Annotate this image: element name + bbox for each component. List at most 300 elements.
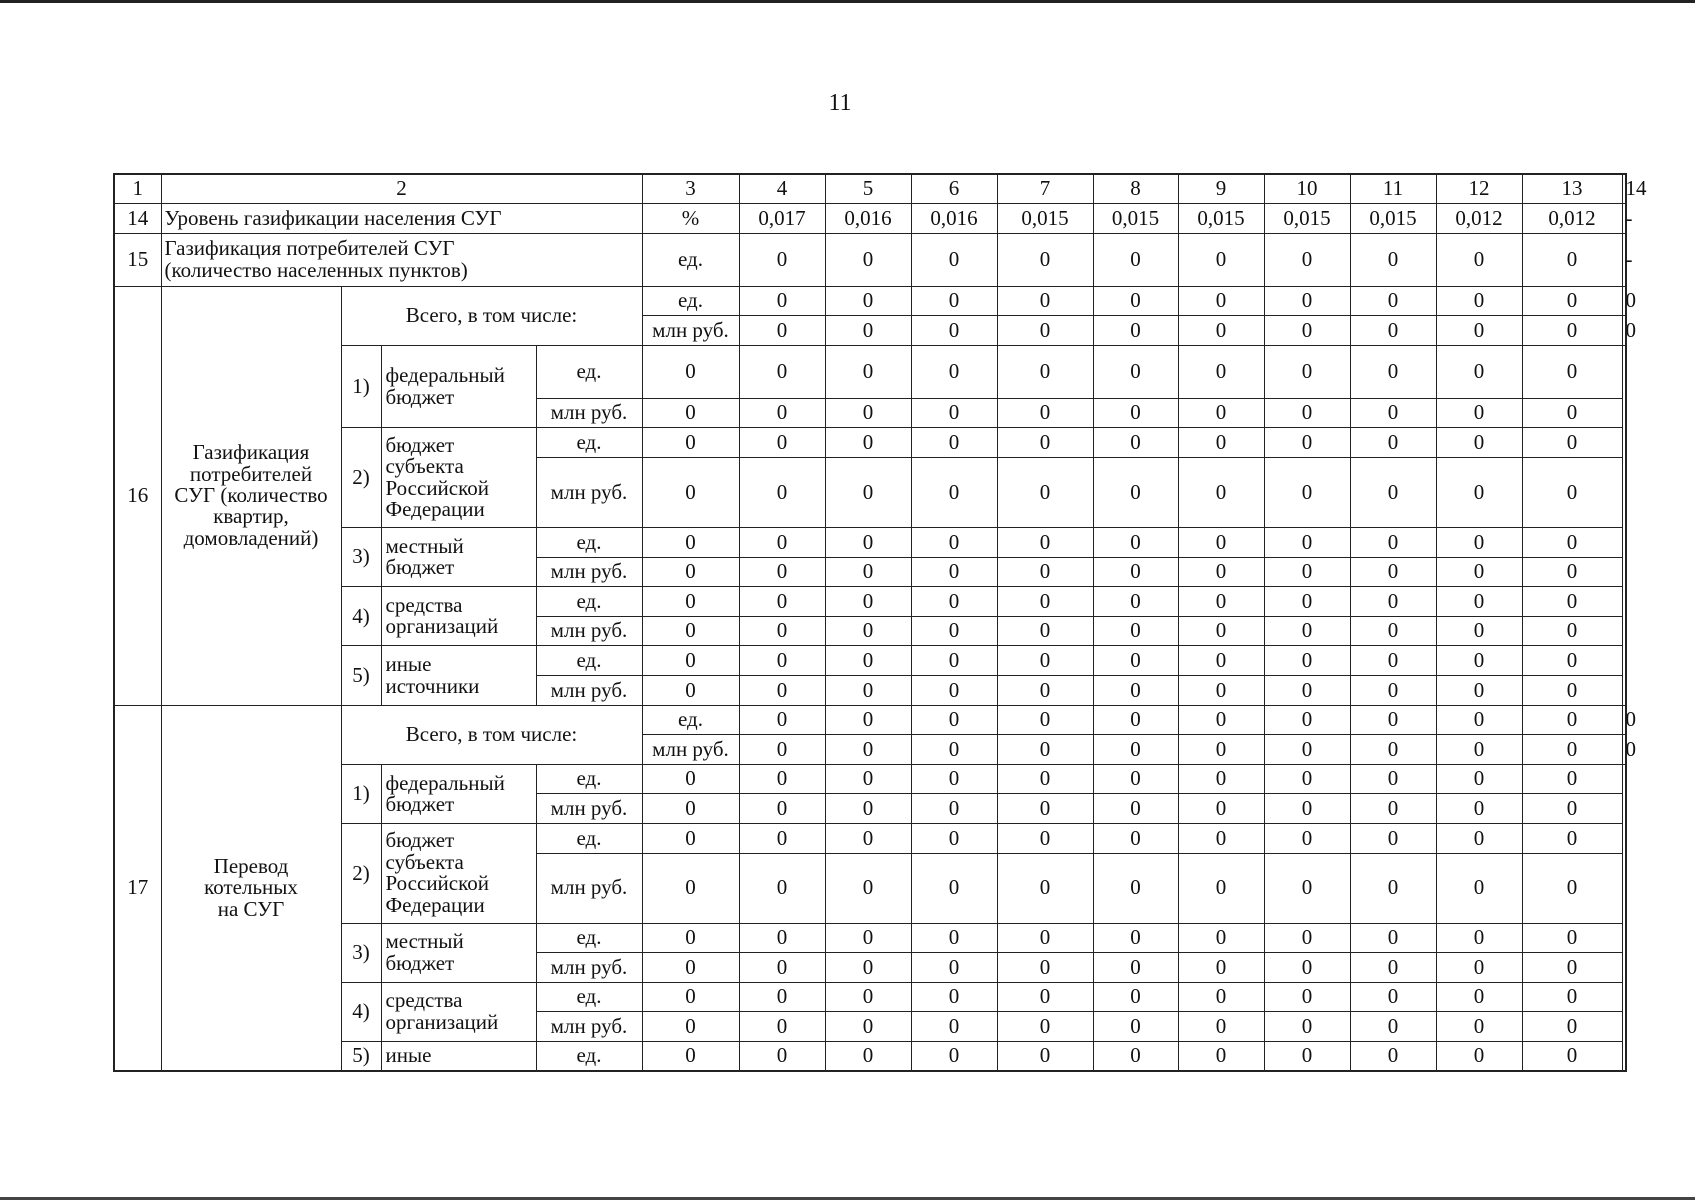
value-cell: 0 <box>642 794 739 824</box>
table-row <box>114 587 1626 617</box>
value-cell: 0 <box>825 398 911 428</box>
unit-cell: ед. <box>536 764 642 794</box>
text-line: местный <box>385 929 464 954</box>
value-cell: 0 <box>1350 458 1436 528</box>
value-cell: 0 <box>1522 794 1622 824</box>
value-cell: 0 <box>1264 286 1350 316</box>
text-line: бюджет <box>385 828 455 853</box>
value-cell: 0 <box>1522 735 1622 765</box>
source-name: иные <box>381 1041 536 1071</box>
value-cell: 0 <box>1350 398 1436 428</box>
value-cell: 0 <box>1264 923 1350 953</box>
value-cell: 0 <box>997 233 1093 286</box>
value-cell: 0 <box>642 923 739 953</box>
value-cell: 0 <box>1350 794 1436 824</box>
value-cell: 0 <box>997 853 1093 923</box>
value-cell: 0 <box>1522 953 1622 983</box>
value-cell: 0 <box>911 824 997 854</box>
value-cell: 0 <box>1350 233 1436 286</box>
text-line: Российской <box>385 871 489 896</box>
header-cell: 12 <box>1436 174 1522 204</box>
unit-cell: ед. <box>536 982 642 1012</box>
header-cell: 13 <box>1522 174 1622 204</box>
value-cell: 0 <box>1436 458 1522 528</box>
value-cell: 0 <box>1436 676 1522 706</box>
value-cell: 0,016 <box>825 204 911 234</box>
value-cell: 0 <box>1093 616 1178 646</box>
value-cell: 0 <box>642 1012 739 1042</box>
value-cell: 0 <box>1350 587 1436 617</box>
unit-cell: млн руб. <box>536 557 642 587</box>
source-number: 5) <box>341 646 381 705</box>
value-cell: 0 <box>997 923 1093 953</box>
value-cell: 0 <box>911 345 997 398</box>
value-cell: 0 <box>1522 557 1622 587</box>
value-cell: 0 <box>642 458 739 528</box>
source-number: 2) <box>341 824 381 924</box>
value-cell: 0 <box>1264 428 1350 458</box>
row-name: Уровень газификации населения СУГ <box>161 204 642 234</box>
value-cell: 0 <box>1178 458 1264 528</box>
value-cell: 0 <box>1264 557 1350 587</box>
value-cell: 0 <box>642 853 739 923</box>
unit-cell: ед. <box>536 587 642 617</box>
value-cell: 0 <box>642 764 739 794</box>
value-cell: 0 <box>642 557 739 587</box>
value-cell: 0 <box>1264 1012 1350 1042</box>
table-row <box>114 233 1626 286</box>
value-cell: 0 <box>825 735 911 765</box>
value-cell: 0 <box>1178 824 1264 854</box>
value-cell: 0 <box>1622 705 1626 735</box>
value-cell: 0 <box>1350 345 1436 398</box>
value-cell: 0 <box>739 853 825 923</box>
value-cell: 0 <box>739 1041 825 1071</box>
value-cell: 0 <box>1178 853 1264 923</box>
value-cell: 0 <box>1522 705 1622 735</box>
value-cell: 0 <box>1622 286 1626 316</box>
total-label: Всего, в том числе: <box>341 286 642 345</box>
value-cell: 0 <box>1350 1041 1436 1071</box>
value-cell: 0 <box>1264 824 1350 854</box>
text-line: федеральный <box>385 770 505 795</box>
value-cell: 0 <box>825 923 911 953</box>
value-cell: 0 <box>1522 824 1622 854</box>
header-cell: 14 <box>1622 174 1626 204</box>
value-cell: 0,016 <box>911 204 997 234</box>
text-line: Газификация потребителей СУГ <box>164 236 455 261</box>
table-row <box>114 982 1626 1012</box>
value-cell: 0 <box>739 587 825 617</box>
value-cell: 0 <box>997 646 1093 676</box>
value-cell: 0 <box>739 316 825 346</box>
value-cell: 0 <box>1264 735 1350 765</box>
value-cell: 0 <box>1264 953 1350 983</box>
text-line: потребителей <box>189 461 313 486</box>
text-line: бюджет <box>385 950 455 975</box>
value-cell: 0 <box>1178 428 1264 458</box>
text-line: средства <box>385 988 463 1013</box>
value-cell: 0 <box>1522 982 1622 1012</box>
value-cell: 0 <box>1522 286 1622 316</box>
row-name <box>161 233 642 286</box>
value-cell: 0 <box>642 982 739 1012</box>
data-table <box>113 173 1647 1072</box>
value-cell: 0 <box>825 1012 911 1042</box>
source-name <box>381 428 536 528</box>
text-line: субъекта <box>385 454 464 479</box>
value-cell: 0 <box>1264 233 1350 286</box>
text-line: Газификация <box>192 440 310 465</box>
value-cell: 0,015 <box>1093 204 1178 234</box>
text-line: организаций <box>385 614 499 639</box>
value-cell: 0 <box>642 646 739 676</box>
value-cell: 0 <box>1350 428 1436 458</box>
value-cell: 0 <box>1436 824 1522 854</box>
value-cell: 0 <box>1264 705 1350 735</box>
value-cell: 0 <box>1522 764 1622 794</box>
value-cell: 0 <box>1178 233 1264 286</box>
page-number: 11 <box>828 90 852 116</box>
value-cell: 0 <box>997 705 1093 735</box>
source-number: 4) <box>341 587 381 646</box>
value-cell: 0 <box>1436 853 1522 923</box>
value-cell: 0 <box>825 676 911 706</box>
value-cell: 0 <box>1264 1041 1350 1071</box>
value-cell: 0 <box>997 316 1093 346</box>
value-cell: 0,015 <box>997 204 1093 234</box>
value-cell: 0 <box>825 705 911 735</box>
header-cell: 9 <box>1178 174 1264 204</box>
table-row <box>114 646 1626 676</box>
value-cell: 0 <box>1264 794 1350 824</box>
value-cell: 0 <box>825 316 911 346</box>
value-cell: 0 <box>1264 345 1350 398</box>
value-cell: 0 <box>1264 982 1350 1012</box>
value-cell: 0 <box>825 824 911 854</box>
value-cell: 0 <box>1093 557 1178 587</box>
value-cell: 0 <box>739 233 825 286</box>
value-cell: 0 <box>739 616 825 646</box>
value-cell: 0 <box>825 646 911 676</box>
value-cell: 0 <box>1522 587 1622 617</box>
value-cell: 0 <box>1093 1012 1178 1042</box>
value-cell: 0 <box>825 794 911 824</box>
value-cell: 0 <box>642 398 739 428</box>
table-row <box>114 1041 1626 1071</box>
value-cell: 0 <box>739 286 825 316</box>
value-cell: 0 <box>997 286 1093 316</box>
value-cell: 0 <box>825 345 911 398</box>
value-cell: 0 <box>1436 428 1522 458</box>
value-cell: 0 <box>997 557 1093 587</box>
source-name <box>381 764 536 823</box>
value-cell: 0 <box>1264 458 1350 528</box>
value-cell: 0 <box>1093 428 1178 458</box>
text-line: бюджет <box>385 432 455 457</box>
value-cell: 0 <box>997 428 1093 458</box>
value-cell: - <box>1622 233 1626 286</box>
value-cell: 0 <box>1350 735 1436 765</box>
unit-cell: млн руб. <box>536 794 642 824</box>
value-cell: 0 <box>997 345 1093 398</box>
value-cell: 0 <box>911 982 997 1012</box>
value-cell: 0 <box>739 398 825 428</box>
text-line: бюджет <box>385 555 455 580</box>
value-cell: 0 <box>1436 233 1522 286</box>
text-line: местный <box>385 533 464 558</box>
value-cell: 0 <box>825 528 911 558</box>
value-cell: 0 <box>1436 646 1522 676</box>
value-cell: 0 <box>1350 705 1436 735</box>
value-cell: 0 <box>1522 646 1622 676</box>
value-cell: 0 <box>1350 316 1436 346</box>
value-cell: 0,015 <box>1178 204 1264 234</box>
value-cell: 0 <box>1436 953 1522 983</box>
value-cell: 0 <box>642 953 739 983</box>
value-cell: 0 <box>997 953 1093 983</box>
value-cell: 0 <box>1522 428 1622 458</box>
value-cell: 0 <box>911 616 997 646</box>
value-cell: 0 <box>825 982 911 1012</box>
text-line: квартир, <box>213 504 289 529</box>
row-number: 14 <box>114 204 161 234</box>
source-name <box>381 587 536 646</box>
value-cell: 0,012 <box>1436 204 1522 234</box>
value-cell: 0 <box>1093 458 1178 528</box>
value-cell: 0 <box>1522 398 1622 428</box>
value-cell: 0 <box>1178 953 1264 983</box>
value-cell: 0 <box>825 764 911 794</box>
value-cell: 0 <box>825 953 911 983</box>
value-cell: 0 <box>1522 676 1622 706</box>
source-name <box>381 923 536 982</box>
value-cell: 0 <box>739 794 825 824</box>
value-cell: 0 <box>739 764 825 794</box>
value-cell: 0 <box>911 705 997 735</box>
value-cell: 0 <box>911 646 997 676</box>
value-cell: 0 <box>911 953 997 983</box>
source-name <box>381 646 536 705</box>
source-number: 2) <box>341 428 381 528</box>
value-cell: 0 <box>739 345 825 398</box>
value-cell: 0 <box>1264 676 1350 706</box>
value-cell: 0 <box>911 528 997 558</box>
source-name <box>381 982 536 1041</box>
table-row <box>114 528 1626 558</box>
value-cell: 0 <box>739 458 825 528</box>
value-cell: 0 <box>1522 1012 1622 1042</box>
header-cell: 7 <box>997 174 1093 204</box>
value-cell: 0 <box>1350 764 1436 794</box>
unit-cell: млн руб. <box>642 735 739 765</box>
value-cell: 0 <box>1093 735 1178 765</box>
value-cell: 0 <box>1436 982 1522 1012</box>
source-number: 1) <box>341 764 381 823</box>
value-cell: 0 <box>1178 286 1264 316</box>
row-number: 15 <box>114 233 161 286</box>
table-row <box>114 174 1626 204</box>
value-cell: 0 <box>1350 982 1436 1012</box>
row-name <box>161 286 341 705</box>
value-cell: 0 <box>1093 853 1178 923</box>
row-number: 17 <box>114 705 161 1071</box>
unit-cell: ед. <box>642 286 739 316</box>
value-cell: 0 <box>642 616 739 646</box>
value-cell: 0 <box>739 982 825 1012</box>
text-line: организаций <box>385 1009 499 1034</box>
header-cell: 2 <box>161 174 642 204</box>
value-cell: 0 <box>1093 953 1178 983</box>
text-line: (количество населенных пунктов) <box>164 257 468 282</box>
value-cell: 0 <box>911 764 997 794</box>
value-cell: 0 <box>1178 646 1264 676</box>
value-cell: 0 <box>1622 735 1626 765</box>
value-cell: 0 <box>1093 824 1178 854</box>
unit-cell: ед. <box>536 1041 642 1071</box>
value-cell: 0 <box>1350 557 1436 587</box>
table-row <box>114 764 1626 794</box>
value-cell: 0 <box>825 458 911 528</box>
value-cell: 0,015 <box>1350 204 1436 234</box>
value-cell: 0 <box>1178 982 1264 1012</box>
value-cell: - <box>1622 204 1626 234</box>
unit-cell: млн руб. <box>536 953 642 983</box>
value-cell: 0 <box>642 428 739 458</box>
value-cell: 0 <box>1436 557 1522 587</box>
header-cell: 6 <box>911 174 997 204</box>
value-cell: 0 <box>1264 646 1350 676</box>
unit-cell: ед. <box>536 345 642 398</box>
value-cell: 0 <box>1436 587 1522 617</box>
value-cell: 0 <box>911 794 997 824</box>
value-cell: 0 <box>1093 345 1178 398</box>
value-cell: 0 <box>1350 923 1436 953</box>
value-cell: 0 <box>1264 398 1350 428</box>
value-cell: 0 <box>1264 616 1350 646</box>
unit-cell: ед. <box>642 233 739 286</box>
value-cell: 0 <box>1093 923 1178 953</box>
table-row <box>114 705 1626 735</box>
source-number: 1) <box>341 345 381 428</box>
value-cell: 0 <box>739 646 825 676</box>
value-cell: 0 <box>1264 316 1350 346</box>
value-cell: 0 <box>997 398 1093 428</box>
value-cell: 0 <box>1350 953 1436 983</box>
value-cell: 0 <box>911 398 997 428</box>
value-cell: 0 <box>739 557 825 587</box>
source-name <box>381 528 536 587</box>
value-cell: 0 <box>911 853 997 923</box>
unit-cell: млн руб. <box>536 853 642 923</box>
scan-top-edge <box>0 0 1695 3</box>
value-cell: 0 <box>1436 528 1522 558</box>
header-cell: 3 <box>642 174 739 204</box>
value-cell: 0 <box>1350 1012 1436 1042</box>
value-cell: 0 <box>1093 676 1178 706</box>
value-cell: 0 <box>739 824 825 854</box>
text-line: котельных <box>204 875 298 900</box>
value-cell: 0 <box>642 587 739 617</box>
value-cell: 0 <box>1178 528 1264 558</box>
unit-cell: ед. <box>536 923 642 953</box>
value-cell: 0 <box>1522 458 1622 528</box>
value-cell: 0 <box>1093 794 1178 824</box>
value-cell: 0 <box>825 233 911 286</box>
text-line: бюджет <box>385 384 455 409</box>
text-line: субъекта <box>385 849 464 874</box>
value-cell: 0 <box>997 676 1093 706</box>
value-cell: 0 <box>997 982 1093 1012</box>
unit-cell: % <box>642 204 739 234</box>
value-cell: 0,012 <box>1522 204 1622 234</box>
value-cell: 0,017 <box>739 204 825 234</box>
value-cell: 0 <box>1178 923 1264 953</box>
value-cell: 0 <box>1093 398 1178 428</box>
value-cell: 0 <box>739 428 825 458</box>
value-cell: 0 <box>1178 764 1264 794</box>
source-number: 3) <box>341 528 381 587</box>
value-cell: 0 <box>1522 345 1622 398</box>
text-line: иные <box>385 652 432 677</box>
value-cell: 0,015 <box>1264 204 1350 234</box>
value-cell: 0 <box>1350 528 1436 558</box>
value-cell: 0 <box>1178 587 1264 617</box>
text-line: Федерации <box>385 892 485 917</box>
value-cell: 0 <box>1093 646 1178 676</box>
value-cell: 0 <box>1436 398 1522 428</box>
value-cell: 0 <box>1264 853 1350 923</box>
text-line: Российской <box>385 475 489 500</box>
value-cell: 0 <box>1093 316 1178 346</box>
value-cell: 0 <box>739 735 825 765</box>
table-row <box>114 428 1626 458</box>
unit-cell: ед. <box>642 705 739 735</box>
value-cell: 0 <box>1522 853 1622 923</box>
value-cell: 0 <box>642 345 739 398</box>
source-number: 4) <box>341 982 381 1041</box>
value-cell: 0 <box>1178 557 1264 587</box>
value-cell: 0 <box>1350 824 1436 854</box>
value-cell: 0 <box>1093 528 1178 558</box>
value-cell: 0 <box>911 428 997 458</box>
value-cell: 0 <box>642 528 739 558</box>
unit-cell: млн руб. <box>536 458 642 528</box>
value-cell: 0 <box>997 764 1093 794</box>
text-line: домовладений) <box>183 525 319 550</box>
unit-cell: млн руб. <box>536 1012 642 1042</box>
value-cell: 0 <box>642 1041 739 1071</box>
source-name <box>381 345 536 428</box>
value-cell: 0 <box>911 587 997 617</box>
value-cell: 0 <box>1178 735 1264 765</box>
value-cell: 0 <box>825 587 911 617</box>
value-cell: 0 <box>1178 616 1264 646</box>
value-cell: 0 <box>739 923 825 953</box>
value-cell: 0 <box>825 557 911 587</box>
value-cell: 0 <box>1436 316 1522 346</box>
header-cell: 1 <box>114 174 161 204</box>
value-cell: 0 <box>1436 705 1522 735</box>
value-cell: 0 <box>1093 286 1178 316</box>
value-cell: 0 <box>1350 286 1436 316</box>
value-cell: 0 <box>997 528 1093 558</box>
value-cell: 0 <box>911 233 997 286</box>
value-cell: 0 <box>1622 316 1626 346</box>
value-cell: 0 <box>1178 676 1264 706</box>
value-cell: 0 <box>739 528 825 558</box>
value-cell: 0 <box>1436 345 1522 398</box>
